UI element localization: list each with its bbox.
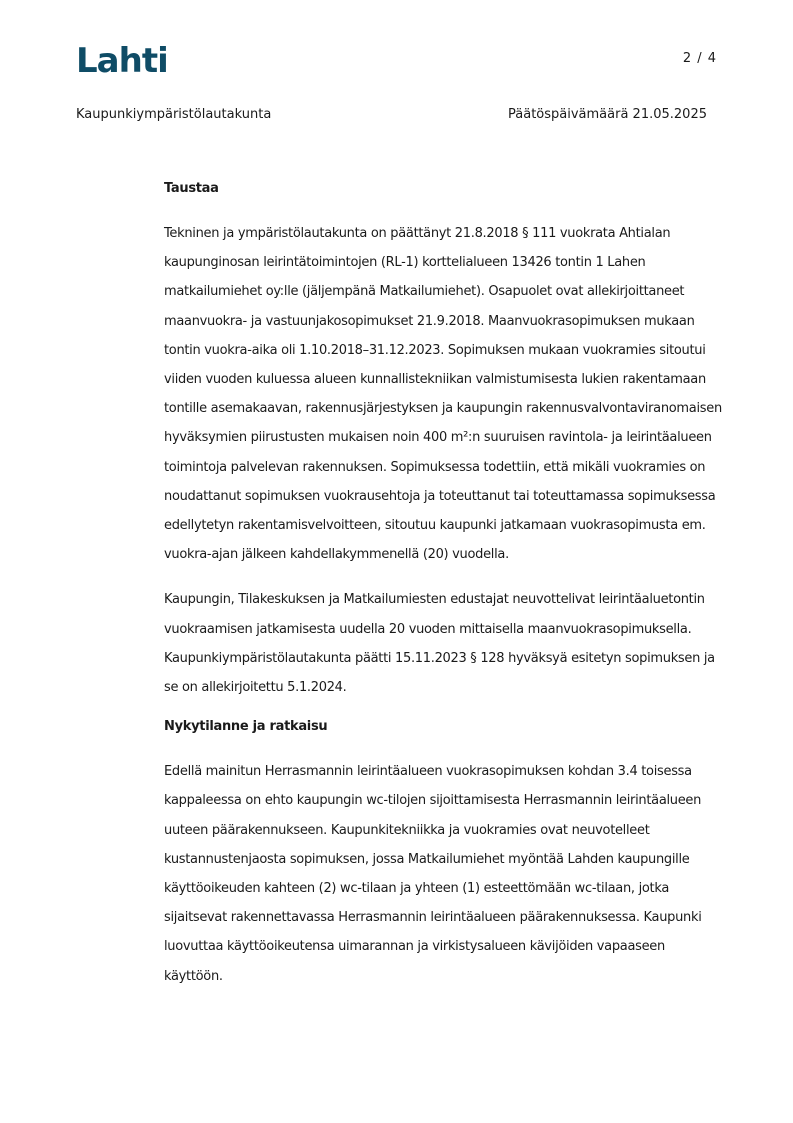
paragraph-background-2: Kaupungin, Tilakeskuksen ja Matkailumiesten edustajat neuvottelivat leirintäaluetontin vuokraamisen jatkamisesta uudella 20 vuoden mittaisella maanvuokrasopimuksella. Kaupunkiympäristölautakunta päätti 15.11.2023 § 128 hyväksyä esitetyn sopimuksen ja se on allekirjoitettu 5.1.2024. [164, 592, 715, 696]
page-number: 2 / 4 [682, 51, 717, 66]
document-body [164, 180, 724, 1007]
decision-date: Päätöspäivämäärä 21.05.2025 [508, 107, 707, 122]
lahti-logo: Lahti [76, 41, 168, 81]
paragraph-background-1: Tekninen ja ympäristölautakunta on päättänyt 21.8.2018 § 111 vuokrata Ahtialan kaupunginosan leirintätoimintojen (RL-1) korttelialueen 13426 tontin 1 Lahen matkailumiehet oy:lle (jäljempänä Matkailumiehet). Osapuolet ovat allekirjoittaneet maanvuokra- ja vastuunjakosopimukset 21.9.2018. Maanvuokrasopimuksen mukaan tontin vuokra-aika oli 1.10.2018–31.12.2023. Sopimuksen mukaan vuokramies sitoutui viiden vuoden kuluessa alueen kunnallistekniikan valmistumisesta lukien rakentamaan tontille asemakaavan, rakennusjärjestyksen ja kaupungin rakennusvalvontaviranomaisen hyväksymien piirustusten mukaisen noin 400 m²:n suuruisen ravintola- ja leirintäalueen toimintoja palvelevan rakennuksen. Sopimuksessa todettiin, että mikäli vuokramies on noudattanut sopimuksen vuokrausehtoja ja toteuttanut tai toteuttamassa sopimuksessa edellytetyn rakentamisvelvoitteen, sitoutuu kaupunki jatkamaan vuokrasopimusta em. vuokra-ajan jälkeen kahdellakymmenellä (20) vuodella. [164, 226, 722, 563]
section-heading-current-situation: Nykytilanne ja ratkaisu [164, 719, 328, 735]
section-heading-background: Taustaa [164, 181, 219, 196]
committee-name: Kaupunkiympäristölautakunta [76, 107, 272, 122]
paragraph-current-situation-1: Edellä mainitun Herrasmannin leirintäalueen vuokrasopimuksen kohdan 3.4 toisessa kappaleessa on ehto kaupungin wc-tilojen sijoittamisesta Herrasmannin leirintäalueen uuteen päärakennukseen. Kaupunkitekniikka ja vuokramies ovat neuvotelleet kustannustenjaosta sopimuksen, jossa Matkailumiehet myöntää Lahden kaupungille käyttöoikeuden kahteen (2) wc-tilaan ja yhteen (1) esteettömään wc-tilaan, jotka sijaitsevat rakennettavassa Herrasmannin leirintäalueen päärakennuksessa. Kaupunki luovuttaa käyttöoikeutensa uimarannan ja virkistysalueen kävijöiden vapaaseen käyttöön. [164, 764, 702, 984]
